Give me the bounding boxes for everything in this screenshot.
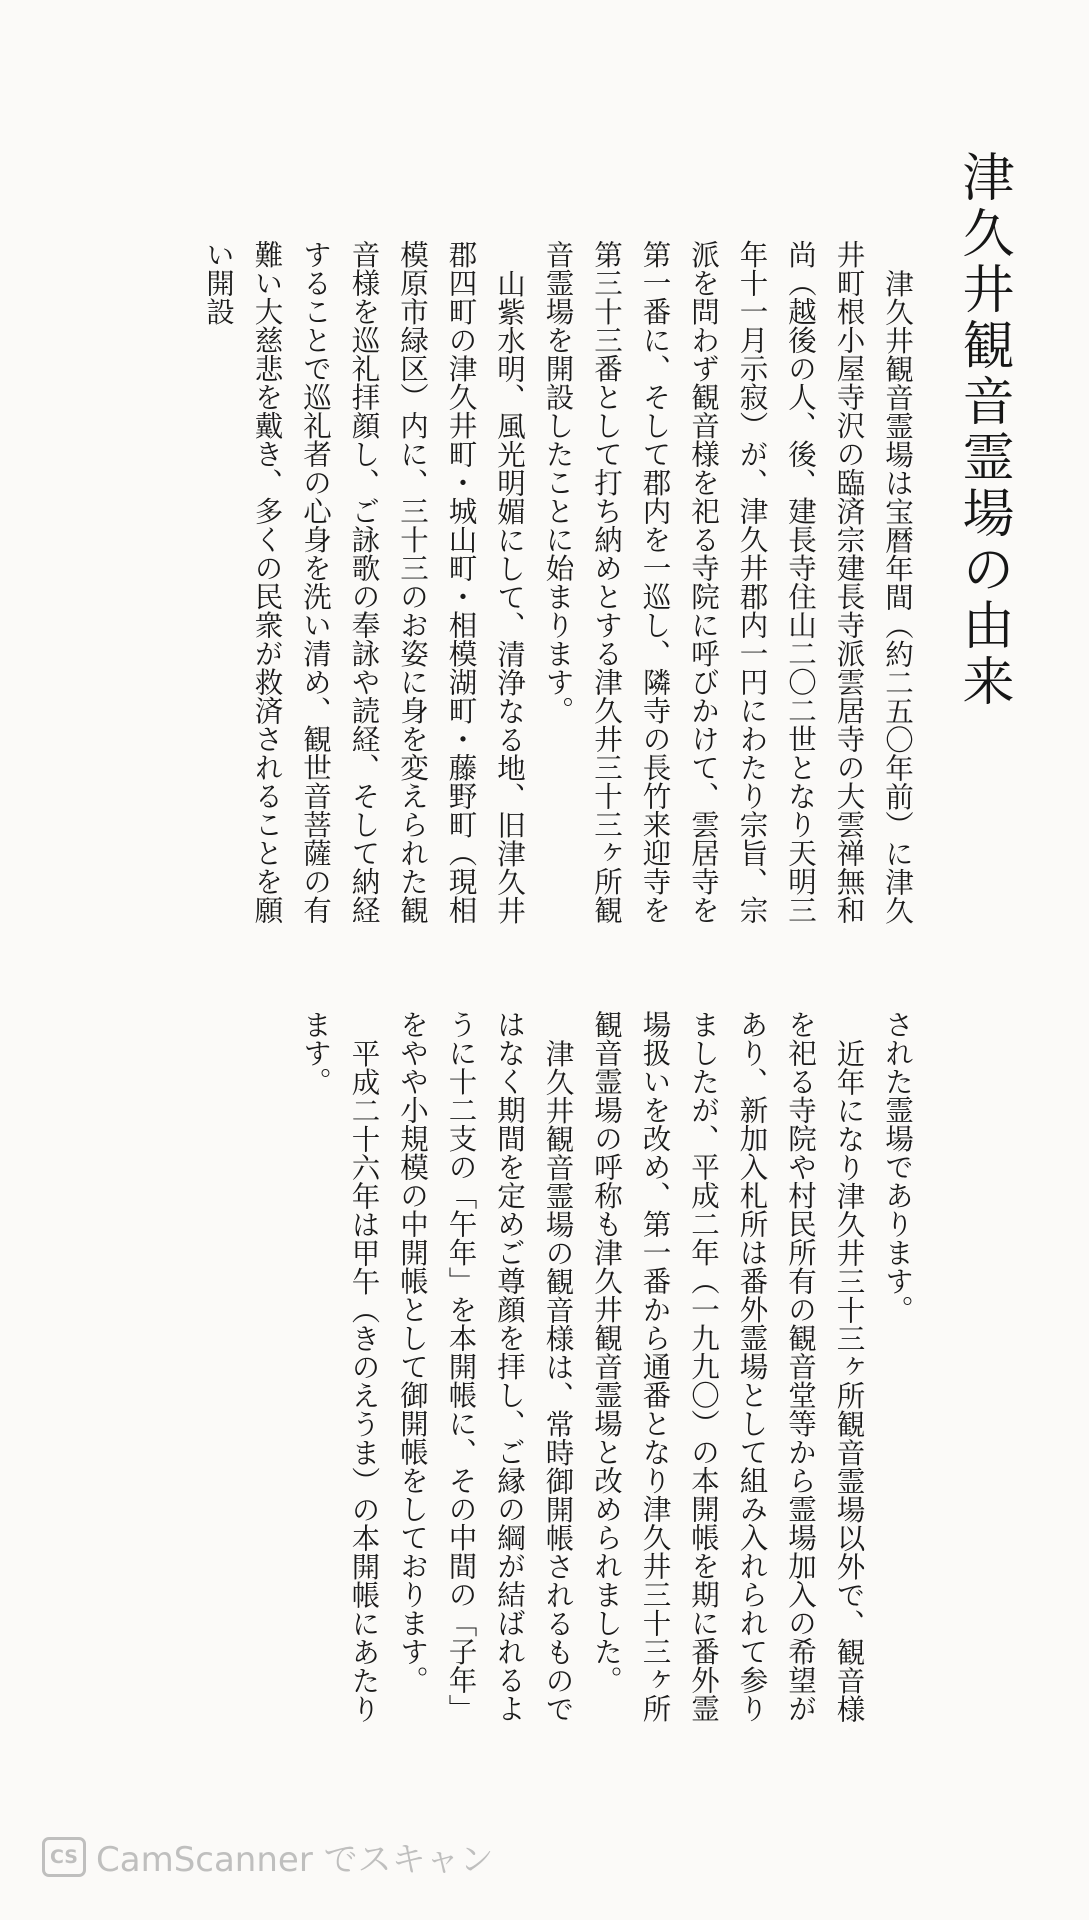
camscanner-logo-icon: CS	[42, 1837, 86, 1877]
paragraph-recent: 近年になり津久井三十三ヶ所観音霊場以外で、観音様を祀る寺院や村民所有の観音堂等から霊場加入の希望があり、新加入札所は番外霊場として組み入れられて参りましたが、平成二年（一九九〇）の本開帳を期に番外霊場扱いを改め、第一番から通番となり津久井三十三ヶ所観音霊場の呼称も津久井観音霊場と改められました。	[590, 1010, 866, 1723]
camscanner-watermark	[42, 1832, 494, 1881]
document-title: 津久井観音霊場の由来	[953, 150, 1013, 710]
text-block-bottom	[291, 1010, 922, 1730]
paragraph-continuation: された霊場であります。	[881, 1010, 914, 1324]
paragraph-heisei: 平成二十六年は甲午（きのえうま）の本開帳にあたります。	[299, 1010, 381, 1723]
watermark-text: CamScanner でスキャン	[96, 1840, 494, 1880]
text-block-top	[194, 240, 922, 930]
paragraph-scenery: 山紫水明、風光明媚にして、清浄なる地、旧津久井郡四町の津久井町・城山町・相模湖町・藤野町（現相模原市緑区）内に、三十三のお姿に身を変えられた観音様を巡礼拝顔し、ご詠歌の奉詠や読経、そして納経することで巡礼者の心身を洗い清め、観世音菩薩の有難い大慈悲を戴き、多くの民衆が救済されることを願い開設	[202, 240, 526, 924]
paragraph-kaicho: 津久井観音霊場の観音様は、常時御開帳されるものではなく期間を定めご尊顔を拝し、ご縁の綱が結ばれるように十二支の「午年」を本開帳に、その中間の「子年」をやや小規模の中開帳として御開帳をしております。	[396, 1010, 575, 1723]
paragraph-origin: 津久井観音霊場は宝暦年間（約二五〇年前）に津久井町根小屋寺沢の臨済宗建長寺派雲居寺の大雲禅無和尚（越後の人、後、建長寺住山二〇二世となり天明三年十一月示寂）が、津久井郡内一円にわたり宗旨、宗派を問わず観音様を祀る寺院に呼びかけて、雲居寺を第一番に、そして郡内を一巡し、隣寺の長竹来迎寺を第三十三番として打ち納めとする津久井三十三ヶ所観音霊場を開設したことに始まります。	[541, 240, 914, 924]
